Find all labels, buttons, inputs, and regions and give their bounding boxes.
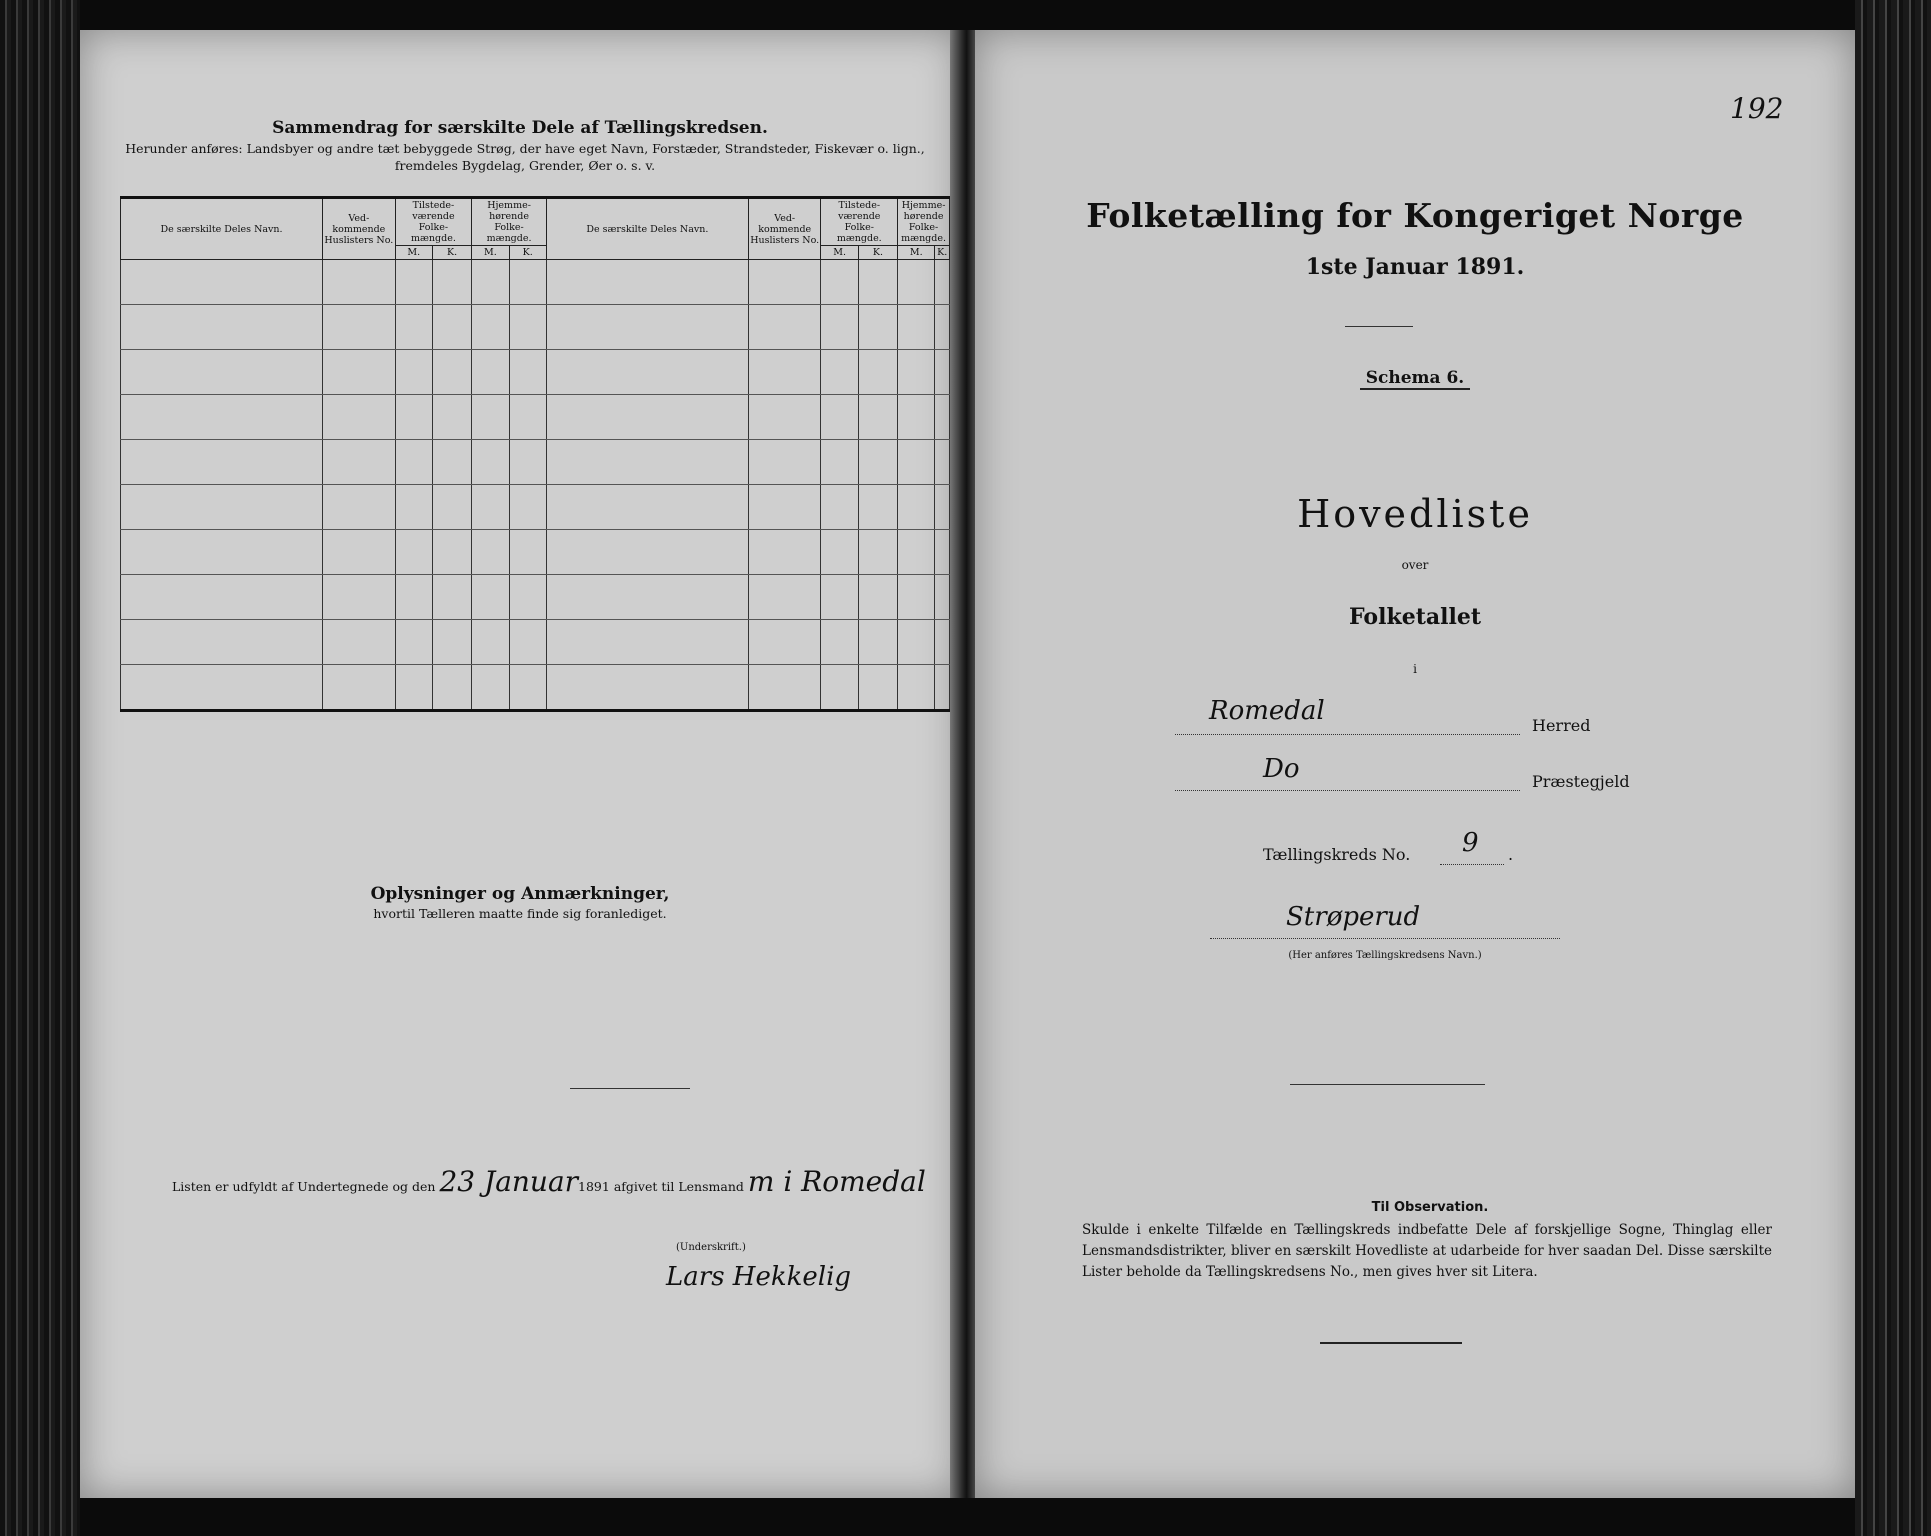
- table-cell: [821, 350, 858, 395]
- table-cell: [898, 350, 935, 395]
- table-header-row: [121, 198, 950, 246]
- table-cell: [509, 260, 546, 305]
- table-cell: [121, 350, 323, 395]
- col-k: K.: [509, 246, 546, 260]
- table-cell: [395, 485, 432, 530]
- table-cell: [395, 575, 432, 620]
- table-cell: [858, 665, 897, 711]
- table-cell: [748, 395, 821, 440]
- table-cell: [121, 485, 323, 530]
- table-cell: [898, 305, 935, 350]
- table-cell: [432, 350, 471, 395]
- table-cell: [323, 575, 396, 620]
- table-cell: [121, 440, 323, 485]
- listen-prefix: Listen er udfyldt af Undertegnede og den: [172, 1179, 436, 1194]
- notes-title: Oplysninger og Anmærkninger,: [370, 884, 670, 904]
- table-cell: [121, 395, 323, 440]
- col-k: K.: [935, 246, 950, 260]
- table-cell: [935, 260, 950, 305]
- table-cell: [509, 305, 546, 350]
- table-cell: [821, 395, 858, 440]
- handwritten-signature: Lars Hekkelig: [666, 1262, 852, 1292]
- table-row: [121, 575, 950, 620]
- table-cell: [323, 260, 396, 305]
- table-cell: [546, 350, 748, 395]
- table-cell: [472, 395, 509, 440]
- table-cell: [323, 620, 396, 665]
- divider-line: [1290, 1084, 1485, 1085]
- table-cell: [858, 440, 897, 485]
- table-cell: [821, 530, 858, 575]
- table-cell: [509, 575, 546, 620]
- table-cell: [748, 530, 821, 575]
- hovedliste-title: Hovedliste: [1297, 492, 1533, 536]
- table-cell: [323, 665, 396, 711]
- table-cell: [432, 485, 471, 530]
- underskrift-label: (Underskrift.): [676, 1242, 746, 1253]
- table-cell: [858, 575, 897, 620]
- col-k: K.: [432, 246, 471, 260]
- table-cell: [509, 440, 546, 485]
- table-row: [121, 665, 950, 711]
- table-cell: [898, 440, 935, 485]
- table-cell: [472, 305, 509, 350]
- table-cell: [432, 440, 471, 485]
- col-m: M.: [898, 246, 935, 260]
- table-cell: [472, 665, 509, 711]
- table-cell: [472, 575, 509, 620]
- col-tilstede-2: Tilstede-værende Folke-mængde.: [821, 198, 898, 246]
- table-cell: [509, 485, 546, 530]
- table-cell: [472, 530, 509, 575]
- table-cell: [432, 260, 471, 305]
- divider-line: [570, 1088, 690, 1089]
- table-cell: [546, 395, 748, 440]
- table-cell: [546, 575, 748, 620]
- table-cell: [509, 665, 546, 711]
- table-cell: [432, 395, 471, 440]
- table-cell: [546, 620, 748, 665]
- table-cell: [935, 530, 950, 575]
- table-cell: [821, 440, 858, 485]
- prestegjeld-field: [1175, 756, 1520, 791]
- table-cell: [748, 665, 821, 711]
- table-cell: [935, 350, 950, 395]
- table-row: [121, 440, 950, 485]
- table-cell: [472, 260, 509, 305]
- table-row: [121, 620, 950, 665]
- table-cell: [858, 620, 897, 665]
- table-cell: [395, 440, 432, 485]
- table-cell: [546, 305, 748, 350]
- kreds-name-note: (Her anføres Tællingskredsens Navn.): [1288, 950, 1482, 961]
- table-row: [121, 260, 950, 305]
- table-cell: [395, 530, 432, 575]
- herred-field: [1175, 696, 1520, 735]
- col-m: M.: [821, 246, 858, 260]
- page-number: 192: [1730, 92, 1784, 125]
- table-cell: [472, 620, 509, 665]
- observation-text: Skulde i enkelte Tilfælde en Tællingskreds indbefatte Dele af forskjellige Sogne, Thinglag eller Lensmandsdistrikter, bliver en særskilt Hovedliste at udarbeide for hver saadan Del. Disse særskilte Lister beholde da Tællingskredsens No., men gives hver sit Litera.: [1082, 1222, 1772, 1280]
- listen-year: 1891: [578, 1179, 610, 1194]
- col-huslister: Ved-kommende Huslisters No.: [323, 198, 396, 260]
- table-cell: [395, 350, 432, 395]
- summary-note: Herunder anføres: Landsbyer og andre tæt bebyggede Strøg, der have eget Navn, Forstæder, Strandsteder, Fiskevær o. lign., fremdeles Bygdelag, Grender, Øer o. s. v.: [125, 141, 925, 173]
- census-title: Folketælling for Kongeriget Norge: [1086, 196, 1744, 235]
- i-label: i: [1413, 662, 1417, 676]
- table-body: [121, 260, 950, 711]
- col-k: K.: [858, 246, 897, 260]
- col-name: De særskilte Deles Navn.: [121, 198, 323, 260]
- col-tilstede: Tilstede-værende Folke-mængde.: [395, 198, 472, 246]
- table-cell: [121, 260, 323, 305]
- summary-title: Sammendrag for særskilte Dele af Tællingskredsen.: [272, 118, 768, 138]
- table-cell: [858, 305, 897, 350]
- table-cell: [898, 620, 935, 665]
- table-cell: [935, 305, 950, 350]
- table-cell: [395, 395, 432, 440]
- table-cell: [935, 665, 950, 711]
- table-cell: [748, 620, 821, 665]
- col-m: M.: [395, 246, 432, 260]
- kreds-field: [1440, 830, 1504, 865]
- kreds-name-field: [1210, 904, 1560, 939]
- table-cell: [821, 575, 858, 620]
- table-cell: [898, 395, 935, 440]
- col-huslister-2: Ved-kommende Huslisters No.: [748, 198, 821, 260]
- table-cell: [472, 485, 509, 530]
- handwritten-date: 23 Januar: [439, 1165, 579, 1198]
- handwritten-place: m i Romedal: [747, 1165, 926, 1198]
- table-cell: [898, 260, 935, 305]
- observation-title: Til Observation.: [1371, 1200, 1489, 1215]
- table-cell: [546, 530, 748, 575]
- table-cell: [898, 485, 935, 530]
- table-cell: [121, 665, 323, 711]
- table-cell: [858, 395, 897, 440]
- table-cell: [509, 350, 546, 395]
- col-m: M.: [472, 246, 509, 260]
- table-row: [121, 395, 950, 440]
- table-cell: [395, 305, 432, 350]
- table-cell: [395, 620, 432, 665]
- divider-line: [1320, 1342, 1462, 1344]
- summary-table: [120, 196, 950, 712]
- table-cell: [821, 260, 858, 305]
- table-cell: [121, 575, 323, 620]
- table-cell: [509, 395, 546, 440]
- table-cell: [858, 530, 897, 575]
- col-hjemme: Hjemme-hørende Folke-mængde.: [472, 198, 547, 246]
- table-cell: [432, 665, 471, 711]
- book-edge-left: [0, 0, 80, 1536]
- listen-middle: afgivet til Lensmand: [613, 1179, 744, 1194]
- table-cell: [472, 350, 509, 395]
- table-cell: [395, 665, 432, 711]
- table-cell: [432, 305, 471, 350]
- table-cell: [821, 665, 858, 711]
- table-cell: [121, 305, 323, 350]
- table-cell: [898, 530, 935, 575]
- table-row: [121, 305, 950, 350]
- table-cell: [898, 575, 935, 620]
- notes-subtitle: hvortil Tælleren maatte finde sig foranlediget.: [373, 906, 667, 921]
- table-cell: [748, 350, 821, 395]
- table-cell: [748, 575, 821, 620]
- table-cell: [509, 530, 546, 575]
- table-cell: [509, 620, 546, 665]
- col-name-2: De særskilte Deles Navn.: [546, 198, 748, 260]
- table-cell: [858, 485, 897, 530]
- table-cell: [323, 530, 396, 575]
- table-cell: [935, 440, 950, 485]
- table-cell: [748, 260, 821, 305]
- table-cell: [821, 485, 858, 530]
- kreds-label: Tællingskreds No.: [1263, 845, 1411, 864]
- table-row: [121, 530, 950, 575]
- book-edge-right: [1855, 0, 1931, 1536]
- left-page: [80, 30, 960, 1498]
- table-cell: [935, 395, 950, 440]
- table-cell: [748, 440, 821, 485]
- table-cell: [935, 575, 950, 620]
- table-row: [121, 350, 950, 395]
- table-cell: [935, 485, 950, 530]
- table-cell: [546, 440, 748, 485]
- submission-line: [172, 1165, 926, 1198]
- table-cell: [432, 620, 471, 665]
- table-cell: [858, 260, 897, 305]
- schema-label: [975, 368, 1855, 388]
- table-cell: [323, 440, 396, 485]
- table-cell: [323, 485, 396, 530]
- prestegjeld-label: Præstegjeld: [1532, 772, 1630, 791]
- table-cell: [472, 440, 509, 485]
- kreds-value: 9: [1462, 828, 1479, 858]
- table-cell: [121, 620, 323, 665]
- table-cell: [546, 260, 748, 305]
- schema-text: Schema 6.: [1360, 368, 1470, 390]
- table-cell: [748, 485, 821, 530]
- table-cell: [748, 305, 821, 350]
- table-cell: [546, 665, 748, 711]
- kreds-name-value: Strøperud: [1286, 902, 1421, 932]
- table-cell: [323, 305, 396, 350]
- table-cell: [546, 485, 748, 530]
- table-cell: [432, 575, 471, 620]
- table-cell: [935, 620, 950, 665]
- table-cell: [395, 260, 432, 305]
- table-cell: [323, 350, 396, 395]
- table-cell: [858, 350, 897, 395]
- table-cell: [323, 395, 396, 440]
- divider-line: [1345, 326, 1413, 327]
- kreds-period: .: [1508, 845, 1514, 864]
- table-cell: [121, 530, 323, 575]
- herred-value: Romedal: [1209, 696, 1325, 726]
- table-cell: [432, 530, 471, 575]
- herred-label: Herred: [1532, 716, 1591, 735]
- table-row: [121, 485, 950, 530]
- folketallet-title: Folketallet: [1349, 604, 1481, 630]
- table-cell: [821, 620, 858, 665]
- col-hjemme-2: Hjemme-hørende Folke-mængde.: [898, 198, 950, 246]
- census-date: 1ste Januar 1891.: [1305, 254, 1525, 280]
- over-label: over: [1401, 558, 1429, 572]
- prestegjeld-value: Do: [1263, 754, 1300, 784]
- table-cell: [821, 305, 858, 350]
- table-cell: [898, 665, 935, 711]
